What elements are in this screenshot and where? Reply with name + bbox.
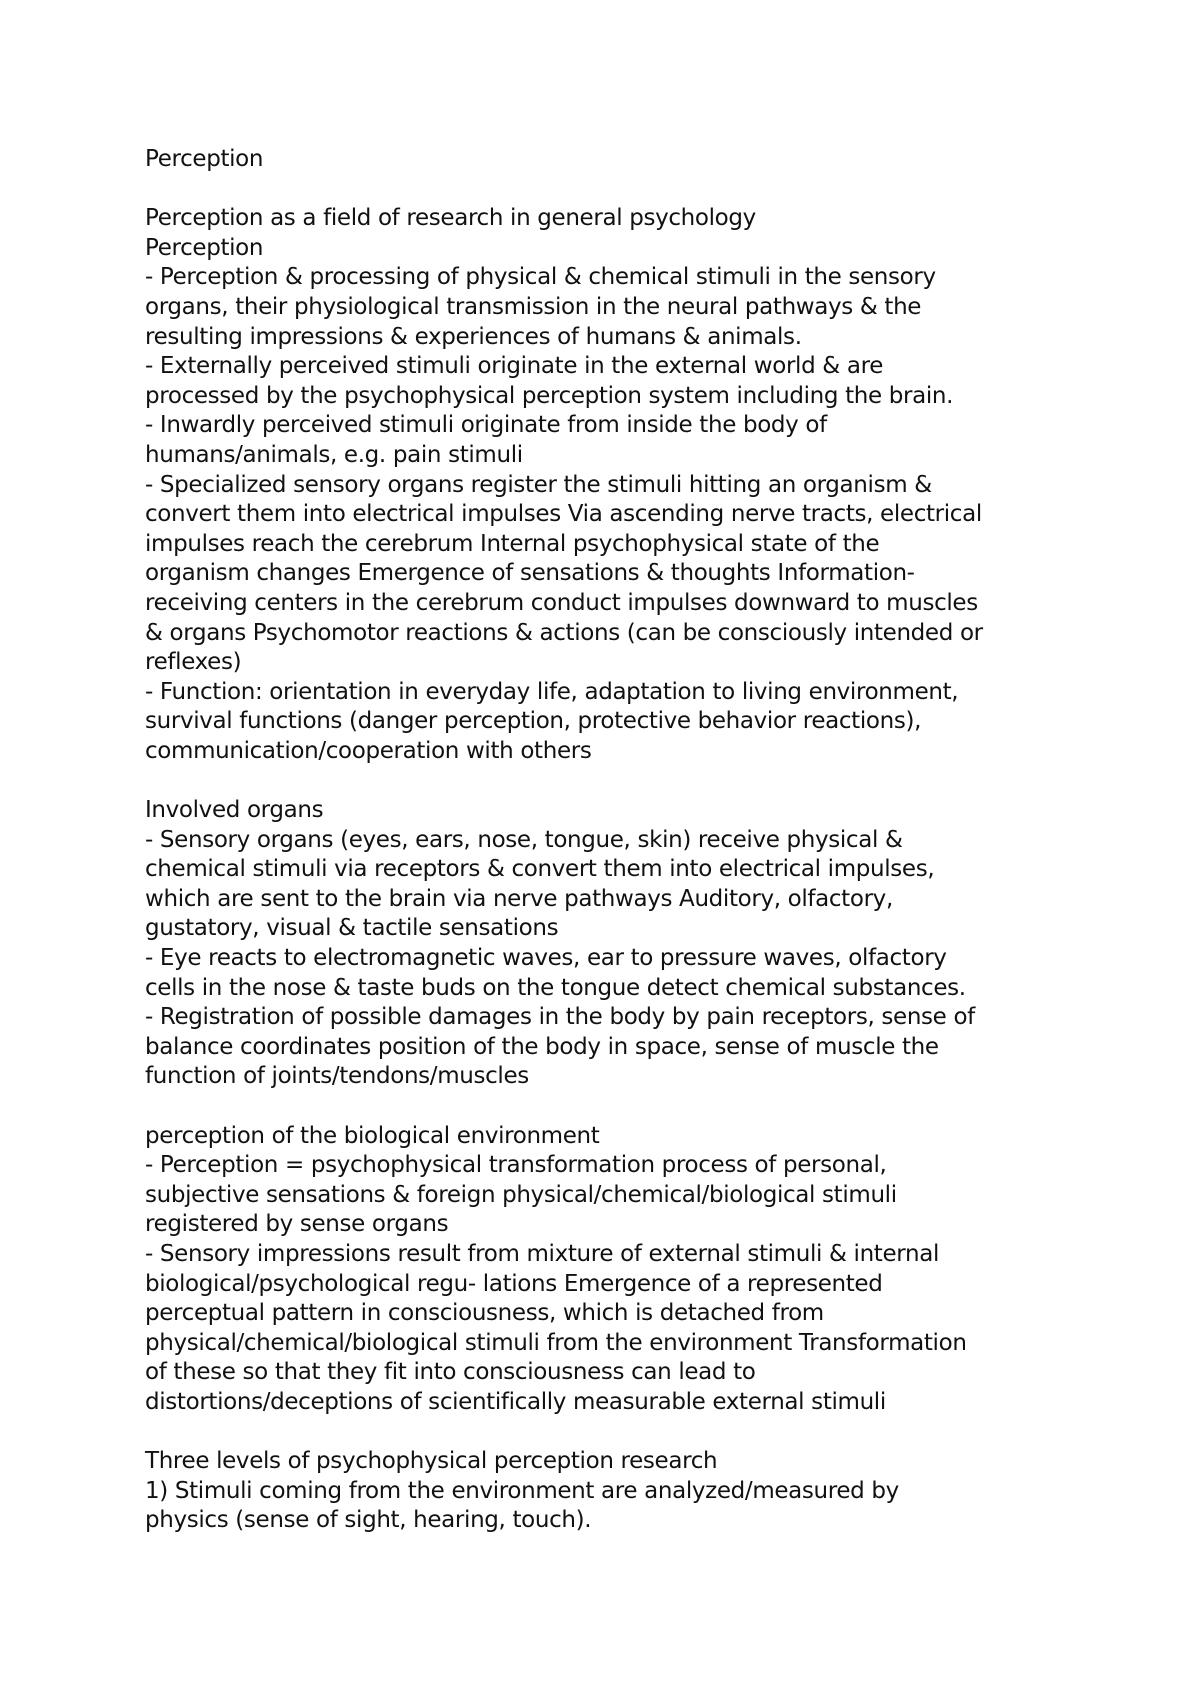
text-line: of these so that they fit into consciousness can lead to <box>145 1359 756 1386</box>
paragraph-spacer <box>145 766 1085 796</box>
text-line: organs, their physiological transmission in the neural pathways & the <box>145 293 922 320</box>
section-heading-field-of-research: Perception as a field of research in general psychology <box>145 205 756 232</box>
paragraph-spacer <box>145 1418 1085 1448</box>
text-line: survival functions (danger perception, protective behavior reactions), <box>145 708 922 735</box>
text-line: 1) Stimuli coming from the environment are analyzed/measured by <box>145 1477 899 1504</box>
text-line: subjective sensations & foreign physical/chemical/biological stimuli <box>145 1181 897 1208</box>
text-line: gustatory, visual & tactile sensations <box>145 915 559 942</box>
text-line: receiving centers in the cerebrum conduct impulses downward to muscles <box>145 589 978 616</box>
text-line: organism changes Emergence of sensations & thoughts Information- <box>145 560 915 587</box>
text-line: physical/chemical/biological stimuli from the environment Transformation <box>145 1329 967 1356</box>
text-line: - Function: orientation in everyday life, adaptation to living environment, <box>145 678 959 705</box>
text-line: - Eye reacts to electromagnetic waves, ear to pressure waves, olfactory <box>145 945 947 972</box>
text-line: chemical stimuli via receptors & convert them into electrical impulses, <box>145 856 935 883</box>
text-line: humans/animals, e.g. pain stimuli <box>145 441 523 468</box>
text-line: balance coordinates position of the body in space, sense of muscle the <box>145 1033 939 1060</box>
text-line: Perception <box>145 234 264 261</box>
text-line: - Sensory organs (eyes, ears, nose, tongue, skin) receive physical & <box>145 826 903 853</box>
document-body <box>145 145 1085 1536</box>
text-line: - Externally perceived stimuli originate in the external world & are <box>145 353 883 380</box>
text-line: impulses reach the cerebrum Internal psychophysical state of the <box>145 530 880 557</box>
section-heading-involved-organs: Involved organs <box>145 797 324 824</box>
text-line: which are sent to the brain via nerve pathways Auditory, olfactory, <box>145 885 893 912</box>
text-line: processed by the psychophysical perception system including the brain. <box>145 382 954 409</box>
text-line: registered by sense organs <box>145 1211 449 1238</box>
text-line: function of joints/tendons/muscles <box>145 1063 529 1090</box>
section-heading-three-levels: Three levels of psychophysical perception research <box>145 1448 718 1475</box>
text-line: - Perception = psychophysical transformation process of personal, <box>145 1152 887 1179</box>
text-line: biological/psychological regu- lations Emergence of a represented <box>145 1270 883 1297</box>
text-line: reflexes) <box>145 649 242 676</box>
text-line: - Specialized sensory organs register the stimuli hitting an organism & <box>145 471 932 498</box>
text-line: communication/cooperation with others <box>145 737 592 764</box>
paragraph-spacer <box>145 175 1085 205</box>
paragraph-spacer <box>145 1092 1085 1122</box>
text-line: & organs Psychomotor reactions & actions (can be consciously intended or <box>145 619 983 646</box>
text-line: cells in the nose & taste buds on the tongue detect chemical substances. <box>145 974 966 1001</box>
text-line: - Perception & processing of physical & chemical stimuli in the sensory <box>145 264 936 291</box>
text-line: resulting impressions & experiences of humans & animals. <box>145 323 802 350</box>
section-heading-biological-environment: perception of the biological environment <box>145 1122 600 1149</box>
text-line: physics (sense of sight, hearing, touch). <box>145 1507 592 1534</box>
text-line: perceptual pattern in consciousness, which is detached from <box>145 1300 824 1327</box>
document-title: Perception <box>145 146 264 172</box>
text-line: - Registration of possible damages in the body by pain receptors, sense of <box>145 1004 975 1031</box>
text-line: - Sensory impressions result from mixture of external stimuli & internal <box>145 1240 939 1267</box>
text-line: distortions/deceptions of scientifically measurable external stimuli <box>145 1388 886 1415</box>
text-line: convert them into electrical impulses Via ascending nerve tracts, electrical <box>145 501 982 528</box>
text-line: - Inwardly perceived stimuli originate from inside the body of <box>145 412 827 439</box>
